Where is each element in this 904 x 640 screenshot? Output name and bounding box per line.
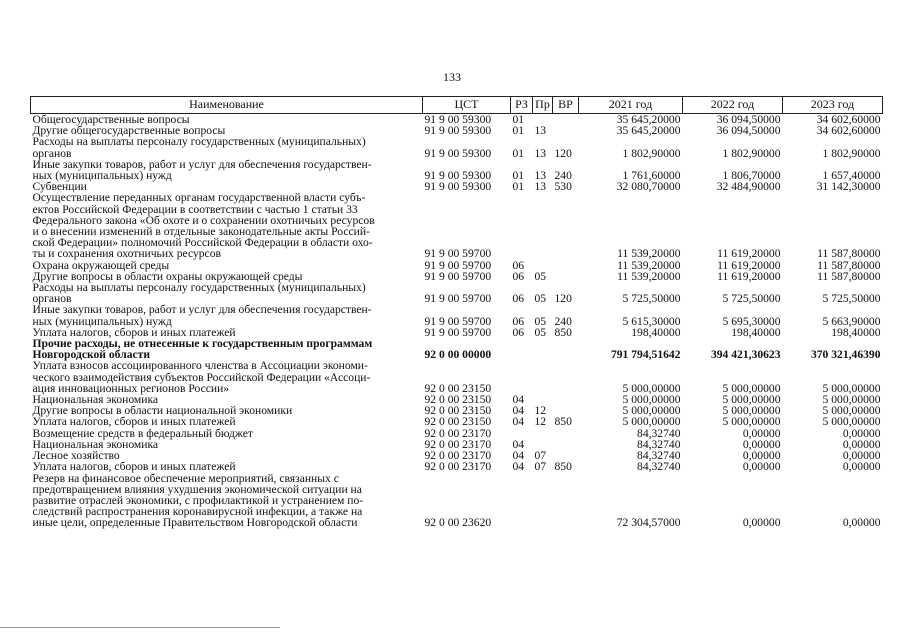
row-name: Иные закупки товаров, работ и услуг для обеспечения государствен- ных (муниципальных) нужд <box>32 157 372 183</box>
row-rz <box>511 192 533 259</box>
row-name: Иные закупки товаров, работ и услуг для обеспечения государствен- ных (муниципальных) нужд <box>32 303 372 328</box>
row-vr <box>553 360 579 394</box>
row-name: Уплата налогов, сборов и иных платежей <box>32 460 236 474</box>
row-amount-2021: 35 645,20000 <box>616 124 681 138</box>
row-rz: 01 <box>512 180 525 194</box>
row-amount-2023: 198,40000 <box>831 325 881 339</box>
row-amount-2022: 5 000,00000 <box>722 381 781 395</box>
header-rz: РЗ <box>511 97 533 114</box>
row-amount-2021: 5 000,00000 <box>622 381 681 395</box>
header-vr: ВР <box>553 97 579 114</box>
row-cst: 91 9 00 59300 <box>424 113 492 126</box>
page-number: 133 <box>443 70 461 84</box>
row-amount-2022: 394 421,30623 <box>710 348 781 362</box>
row-name: Лесное хозяйство <box>32 449 120 463</box>
row-amount-2023: 5 000,00000 <box>822 404 881 418</box>
table-row <box>31 304 883 326</box>
row-cst: 92 0 00 23150 <box>424 381 492 395</box>
row-amount-2023: 0,00000 <box>842 426 881 440</box>
row-amount-2021: 72 304,57000 <box>616 516 681 530</box>
row-amount-2023: 0,00000 <box>842 516 881 530</box>
row-amount-2023: 34 602,60000 <box>816 124 881 138</box>
row-amount-2023: 1 657,40000 <box>822 169 881 183</box>
row-cst: 92 0 00 00000 <box>424 348 492 362</box>
row-cst: 91 9 00 59300 <box>424 169 492 183</box>
row-pr: 05 <box>534 269 547 283</box>
row-amount-2021: 791 794,51642 <box>610 348 681 362</box>
header-name: Наименование <box>31 97 423 114</box>
row-amount-2021: 32 080,70000 <box>616 180 681 194</box>
row-amount-2021: 5 000,00000 <box>622 404 681 418</box>
row-amount-2023: 5 725,50000 <box>822 292 881 306</box>
row-amount-2021: 1 802,90000 <box>622 146 681 160</box>
row-pr: 13 <box>534 180 547 194</box>
row-rz: 06 <box>512 314 525 328</box>
row-amount-2022: 198,40000 <box>731 325 781 339</box>
row-amount-2021: 5 615,30000 <box>622 314 681 328</box>
row-name: Прочие расходы, не отнесенные к государственным программам Новгородской области <box>32 337 373 362</box>
row-rz: 01 <box>512 146 525 160</box>
row-vr: 850 <box>554 415 572 429</box>
row-amount-2022: 5 725,50000 <box>722 292 781 306</box>
row-amount-2023: 11 587,80000 <box>817 258 881 272</box>
table-row <box>31 360 883 394</box>
table-row <box>31 473 883 529</box>
row-rz: 01 <box>512 113 525 126</box>
row-vr: 120 <box>554 146 572 160</box>
row-rz: 06 <box>512 292 525 306</box>
row-vr: 120 <box>554 292 572 306</box>
row-cst: 91 9 00 59700 <box>424 269 492 283</box>
row-name: Осуществление переданных органам государственной власти субъ- ектов Российской Федерации в соответствии с частью 1 статьи 33 Федерального закона «Об охоте и о сохранении охотничьих ресурсов и о внесении изменений в отдельные законодательные акты Россий- ской Федерации» полномочий Российской Федерации в области охо- ты и сохранения охотничьих ресурсов <box>32 191 375 261</box>
row-amount-2023: 11 587,80000 <box>817 247 881 261</box>
row-vr <box>553 271 579 282</box>
row-amount-2022: 11 619,20000 <box>717 258 781 272</box>
row-vr <box>553 338 579 360</box>
row-cst: 92 0 00 23170 <box>424 437 492 451</box>
row-rz: 04 <box>512 449 525 463</box>
row-vr <box>553 428 579 439</box>
header-pr: Пр <box>533 97 553 114</box>
row-rz: 06 <box>512 269 525 283</box>
row-cst: 92 0 00 23150 <box>424 415 492 429</box>
row-amount-2022: 1 802,90000 <box>722 146 781 160</box>
row-pr <box>533 360 553 394</box>
row-name: Возмещение средств в федеральный бюджет <box>32 426 253 440</box>
row-amount-2022: 0,00000 <box>742 449 781 463</box>
row-pr: 05 <box>534 314 547 328</box>
row-pr: 13 <box>534 169 547 183</box>
row-name: Расходы на выплаты персоналу государственных (муниципальных) органов <box>32 281 366 306</box>
row-rz <box>511 360 533 394</box>
row-name: Национальная экономика <box>32 393 159 407</box>
row-cst: 92 0 00 23150 <box>424 393 492 407</box>
row-amount-2021: 5 000,00000 <box>622 415 681 429</box>
row-cst: 91 9 00 59700 <box>424 247 492 261</box>
row-amount-2022: 32 484,90000 <box>716 180 781 194</box>
table-row <box>31 159 883 181</box>
row-name: Другие вопросы в области охраны окружающей среды <box>32 269 303 283</box>
row-name: Резерв на финансовое обеспечение мероприятий, связанных с предотвращением влияния ухудшения экономической ситуации на развитие отраслей экономики, с профилактикой и устранением по- следствий распространения коронавирусной инфекции, а также на иные цели, определенные Правительством Новгородской области <box>32 471 364 530</box>
row-name: Другие вопросы в области национальной экономики <box>32 404 293 418</box>
row-cst: 92 0 00 23620 <box>424 516 492 530</box>
row-amount-2021: 11 539,20000 <box>617 247 681 261</box>
row-rz: 06 <box>512 325 525 339</box>
row-vr <box>553 394 579 405</box>
footer-rule <box>0 627 280 628</box>
row-pr <box>533 428 553 439</box>
row-rz <box>511 473 533 529</box>
row-amount-2022: 5 695,30000 <box>722 314 781 328</box>
row-rz: 06 <box>512 258 525 272</box>
row-pr: 05 <box>534 292 547 306</box>
row-amount-2022: 36 094,50000 <box>716 113 781 126</box>
row-name: Расходы на выплаты персоналу государственных (муниципальных) органов <box>32 135 366 160</box>
table-header-row <box>31 97 883 114</box>
header-cst: ЦСТ <box>423 97 511 114</box>
row-amount-2023: 370 321,46390 <box>810 348 881 362</box>
row-pr: 13 <box>534 124 547 138</box>
table-row <box>31 136 883 158</box>
row-cst: 91 9 00 59700 <box>424 314 492 328</box>
row-pr: 12 <box>534 404 547 418</box>
table-body <box>31 114 883 529</box>
row-pr: 13 <box>534 146 547 160</box>
row-pr: 07 <box>534 460 547 474</box>
row-amount-2021: 5 000,00000 <box>622 393 681 407</box>
row-rz: 04 <box>512 393 525 407</box>
row-name: Общегосударственные вопросы <box>32 113 190 126</box>
row-amount-2021: 198,40000 <box>631 325 681 339</box>
table-row <box>31 192 883 259</box>
row-vr: 240 <box>554 314 572 328</box>
row-pr <box>533 338 553 360</box>
row-cst: 92 0 00 23150 <box>424 404 492 418</box>
table-row <box>31 282 883 304</box>
row-rz <box>511 338 533 360</box>
row-vr: 850 <box>554 325 572 339</box>
row-amount-2022: 5 000,00000 <box>722 404 781 418</box>
row-rz: 04 <box>512 415 525 429</box>
row-pr: 05 <box>534 325 547 339</box>
row-rz: 04 <box>512 460 525 474</box>
row-amount-2022: 1 806,70000 <box>722 169 781 183</box>
row-name: Уплата взносов ассоциированного членства в Ассоциации экономи- ческого взаимодействия субъектов Российской Федерации «Ассоци- ация инновационных регионов России» <box>32 359 371 395</box>
row-cst: 91 9 00 59700 <box>424 258 492 272</box>
row-amount-2023: 1 802,90000 <box>822 146 881 160</box>
row-rz: 01 <box>512 124 525 138</box>
row-amount-2022: 0,00000 <box>742 437 781 451</box>
row-amount-2021: 35 645,20000 <box>616 113 681 126</box>
row-vr <box>553 125 579 136</box>
row-amount-2021: 84,32740 <box>637 437 681 451</box>
row-vr: 240 <box>554 169 572 183</box>
row-amount-2023: 34 602,60000 <box>816 113 881 126</box>
row-amount-2021: 84,32740 <box>637 460 681 474</box>
row-pr: 12 <box>534 415 547 429</box>
row-vr: 530 <box>554 180 572 194</box>
row-cst: 91 9 00 59300 <box>424 124 492 138</box>
row-amount-2023: 11 587,80000 <box>817 269 881 283</box>
row-cst: 91 9 00 59300 <box>424 146 492 160</box>
row-amount-2021: 11 539,20000 <box>617 269 681 283</box>
row-amount-2023: 0,00000 <box>842 437 881 451</box>
row-amount-2022: 5 000,00000 <box>722 393 781 407</box>
row-amount-2021: 84,32740 <box>637 426 681 440</box>
row-rz: 01 <box>512 169 525 183</box>
row-cst: 91 9 00 59700 <box>424 325 492 339</box>
row-vr <box>553 192 579 259</box>
row-amount-2021: 11 539,20000 <box>617 258 681 272</box>
row-amount-2022: 5 000,00000 <box>722 415 781 429</box>
row-cst: 92 0 00 23170 <box>424 449 492 463</box>
row-amount-2023: 31 142,30000 <box>816 180 881 194</box>
row-amount-2022: 11 619,20000 <box>717 247 781 261</box>
row-rz: 04 <box>512 437 525 451</box>
row-amount-2023: 5 000,00000 <box>822 381 881 395</box>
row-rz: 04 <box>512 404 525 418</box>
budget-table <box>30 96 883 529</box>
table-row <box>31 416 883 427</box>
row-amount-2022: 11 619,20000 <box>717 269 781 283</box>
row-amount-2022: 0,00000 <box>742 460 781 474</box>
row-cst: 91 9 00 59300 <box>424 180 492 194</box>
row-cst: 92 0 00 23170 <box>424 460 492 474</box>
row-vr <box>553 473 579 529</box>
row-vr: 850 <box>554 460 572 474</box>
header-2023: 2023 год <box>783 97 883 114</box>
row-amount-2022: 36 094,50000 <box>716 124 781 138</box>
row-name: Охрана окружающей среды <box>32 258 170 272</box>
row-amount-2022: 0,00000 <box>742 426 781 440</box>
row-amount-2021: 84,32740 <box>637 449 681 463</box>
row-amount-2021: 1 761,60000 <box>622 169 681 183</box>
row-amount-2023: 0,00000 <box>842 449 881 463</box>
row-vr <box>553 439 579 450</box>
header-2022: 2022 год <box>683 97 783 114</box>
header-2021: 2021 год <box>579 97 683 114</box>
row-name: Уплата налогов, сборов и иных платежей <box>32 415 236 429</box>
row-amount-2023: 5 000,00000 <box>822 393 881 407</box>
row-pr <box>533 473 553 529</box>
row-name: Субвенции <box>32 180 87 194</box>
row-name: Национальная экономика <box>32 437 159 451</box>
table-row <box>31 338 883 360</box>
row-vr <box>553 114 579 126</box>
row-pr: 07 <box>534 449 547 463</box>
row-cst: 92 0 00 23170 <box>424 426 492 440</box>
row-pr <box>533 192 553 259</box>
row-vr <box>553 260 579 271</box>
table-row <box>31 461 883 472</box>
row-amount-2023: 5 000,00000 <box>822 415 881 429</box>
row-amount-2022: 0,00000 <box>742 516 781 530</box>
row-amount-2021: 5 725,50000 <box>622 292 681 306</box>
row-name: Уплата налогов, сборов и иных платежей <box>32 325 236 339</box>
row-amount-2023: 5 663,90000 <box>822 314 881 328</box>
row-cst: 91 9 00 59700 <box>424 292 492 306</box>
row-name: Другие общегосударственные вопросы <box>32 124 226 138</box>
row-amount-2023: 0,00000 <box>842 460 881 474</box>
